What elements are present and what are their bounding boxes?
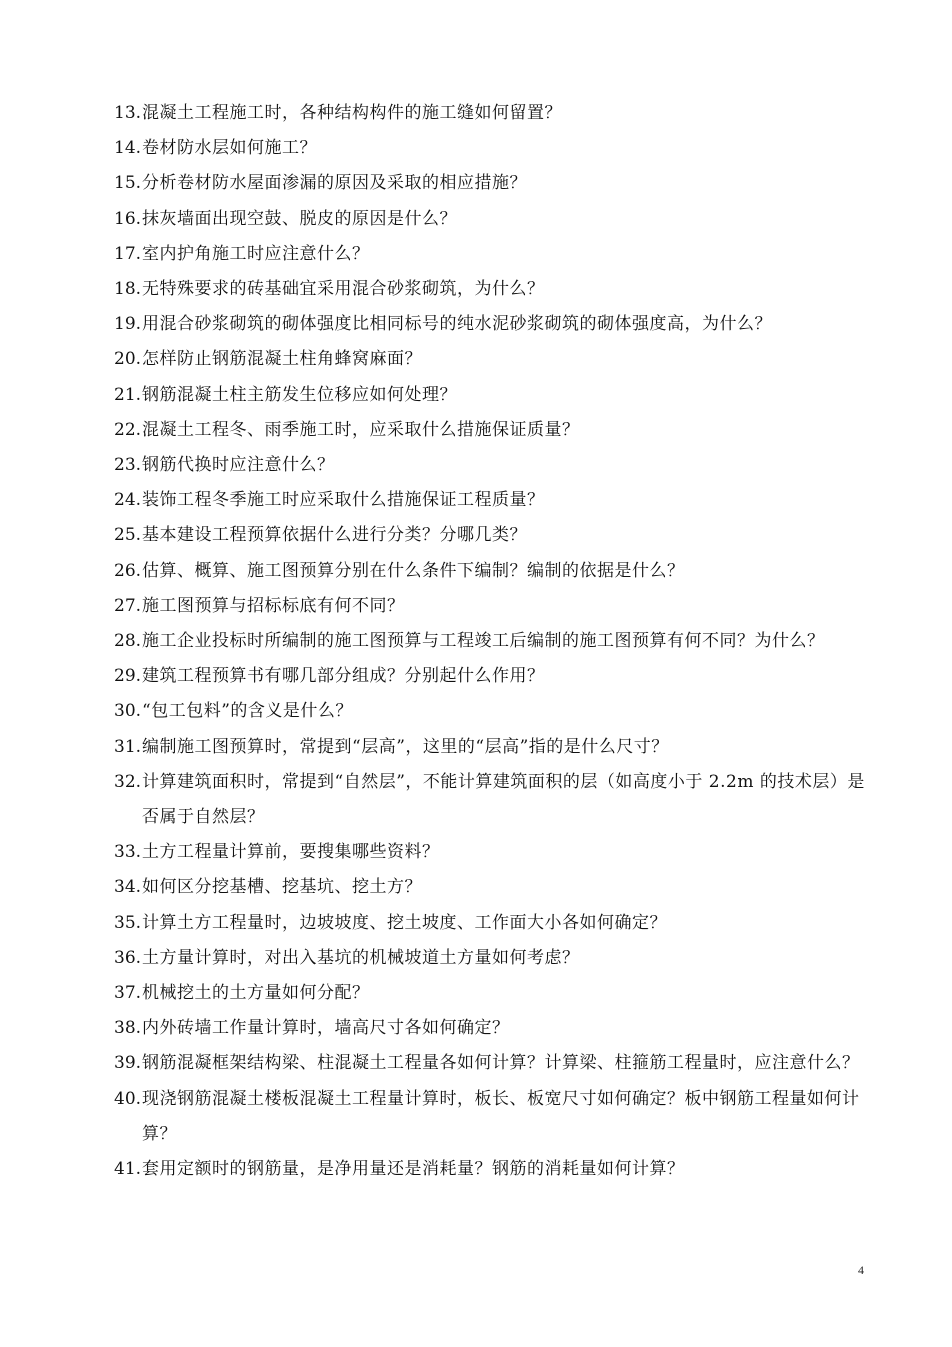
question-item bbox=[114, 906, 868, 941]
question-item bbox=[114, 166, 868, 201]
question-item bbox=[114, 1152, 868, 1187]
question-item bbox=[114, 413, 868, 448]
question-text: 计算建筑面积时，常提到“自然层”，不能计算建筑面积的层（如高度小于 2.2m 的技术层）是否属于自然层？ bbox=[142, 771, 865, 828]
question-text: 内外砖墙工作量计算时，墙高尺寸各如何确定？ bbox=[142, 1018, 510, 1039]
question-text: 如何区分挖基槽、挖基坑、挖土方？ bbox=[142, 877, 422, 898]
question-item bbox=[114, 307, 868, 342]
question-item bbox=[114, 730, 868, 765]
question-item bbox=[114, 976, 868, 1011]
question-number: 41. bbox=[114, 1159, 142, 1180]
question-number: 37. bbox=[114, 983, 142, 1004]
question-number: 25. bbox=[114, 525, 142, 546]
question-number: 14. bbox=[114, 138, 142, 159]
question-text: 混凝土工程施工时，各种结构构件的施工缝如何留置？ bbox=[142, 103, 562, 123]
question-number: 19. bbox=[114, 314, 142, 335]
question-number: 30. bbox=[114, 701, 142, 722]
question-item bbox=[114, 96, 868, 131]
question-item bbox=[114, 694, 868, 729]
question-item bbox=[114, 448, 868, 483]
question-number: 13. bbox=[114, 103, 142, 123]
question-number: 26. bbox=[114, 560, 142, 581]
question-item bbox=[114, 941, 868, 976]
question-item bbox=[114, 1011, 868, 1046]
question-text: 怎样防止钢筋混凝土柱角蜂窝麻面？ bbox=[142, 349, 422, 370]
question-number: 20. bbox=[114, 349, 142, 370]
question-item bbox=[114, 765, 868, 835]
question-item bbox=[114, 342, 868, 377]
question-item bbox=[114, 589, 868, 624]
question-text: 建筑工程预算书有哪几部分组成？分别起什么作用？ bbox=[142, 666, 545, 687]
question-number: 22. bbox=[114, 419, 142, 440]
question-list bbox=[114, 96, 868, 1187]
question-text: 基本建设工程预算依据什么进行分类？分哪几类？ bbox=[142, 525, 527, 546]
question-number: 24. bbox=[114, 490, 142, 511]
question-text: 编制施工图预算时，常提到“层高”，这里的“层高”指的是什么尺寸？ bbox=[142, 736, 669, 757]
question-item bbox=[114, 483, 868, 518]
question-text: 现浇钢筋混凝土楼板混凝土工程量计算时，板长、板宽尺寸如何确定？板中钢筋工程量如何计算？ bbox=[142, 1088, 860, 1144]
question-number: 35. bbox=[114, 912, 142, 933]
question-number: 39. bbox=[114, 1053, 142, 1074]
question-text: 机械挖土的土方量如何分配？ bbox=[142, 983, 370, 1004]
question-text: 装饰工程冬季施工时应采取什么措施保证工程质量？ bbox=[142, 490, 545, 511]
question-number: 28. bbox=[114, 631, 142, 652]
question-text: 钢筋混凝土柱主筋发生位移应如何处理？ bbox=[142, 384, 457, 405]
question-number: 18. bbox=[114, 279, 142, 300]
question-item bbox=[114, 1046, 868, 1081]
question-number: 38. bbox=[114, 1018, 142, 1039]
question-number: 17. bbox=[114, 243, 142, 264]
question-item bbox=[114, 870, 868, 905]
question-item bbox=[114, 518, 868, 553]
question-text: 计算土方工程量时，边坡坡度、挖土坡度、工作面大小各如何确定？ bbox=[142, 912, 667, 933]
question-number: 27. bbox=[114, 595, 142, 616]
question-text: 分析卷材防水屋面渗漏的原因及采取的相应措施？ bbox=[142, 173, 527, 194]
question-text: 用混合砂浆砌筑的砌体强度比相同标号的纯水泥砂浆砌筑的砌体强度高，为什么？ bbox=[142, 314, 772, 335]
question-item bbox=[114, 272, 868, 307]
question-text: 无特殊要求的砖基础宜采用混合砂浆砌筑，为什么？ bbox=[142, 279, 545, 300]
question-number: 32. bbox=[114, 771, 142, 792]
question-text: 室内护角施工时应注意什么？ bbox=[142, 243, 370, 264]
question-text: 套用定额时的钢筋量，是净用量还是消耗量？钢筋的消耗量如何计算？ bbox=[142, 1159, 685, 1180]
question-item bbox=[114, 554, 868, 589]
question-number: 15. bbox=[114, 173, 142, 194]
question-item bbox=[114, 378, 868, 413]
question-text: 抹灰墙面出现空鼓、脱皮的原因是什么？ bbox=[142, 208, 457, 229]
question-item bbox=[114, 835, 868, 870]
question-number: 34. bbox=[114, 877, 142, 898]
question-item bbox=[114, 659, 868, 694]
question-item bbox=[114, 624, 868, 659]
question-item bbox=[114, 202, 868, 237]
question-number: 31. bbox=[114, 736, 142, 757]
question-number: 29. bbox=[114, 666, 142, 687]
page-number: 4 bbox=[858, 1263, 864, 1277]
question-text: 估算、概算、施工图预算分别在什么条件下编制？编制的依据是什么？ bbox=[142, 560, 685, 581]
question-text: 施工企业投标时所编制的施工图预算与工程竣工后编制的施工图预算有何不同？为什么？ bbox=[142, 631, 825, 652]
question-number: 23. bbox=[114, 455, 142, 476]
question-text: 施工图预算与招标标底有何不同？ bbox=[142, 595, 405, 616]
question-text: 土方工程量计算前，要搜集哪些资料？ bbox=[142, 842, 440, 863]
question-number: 40. bbox=[114, 1088, 142, 1109]
question-item bbox=[114, 131, 868, 166]
question-item bbox=[114, 237, 868, 272]
question-text: 卷材防水层如何施工？ bbox=[142, 138, 317, 159]
question-text: 钢筋混凝框架结构梁、柱混凝土工程量各如何计算？计算梁、柱箍筋工程量时，应注意什么？ bbox=[142, 1053, 860, 1074]
question-number: 16. bbox=[114, 208, 142, 229]
question-text: “包工包料”的含义是什么？ bbox=[142, 701, 353, 722]
question-text: 混凝土工程冬、雨季施工时，应采取什么措施保证质量？ bbox=[142, 419, 580, 440]
question-number: 33. bbox=[114, 842, 142, 863]
question-number: 36. bbox=[114, 947, 142, 968]
question-number: 21. bbox=[114, 384, 142, 405]
question-text: 土方量计算时，对出入基坑的机械坡道土方量如何考虑？ bbox=[142, 947, 580, 968]
question-item bbox=[114, 1082, 868, 1152]
question-text: 钢筋代换时应注意什么？ bbox=[142, 455, 335, 476]
